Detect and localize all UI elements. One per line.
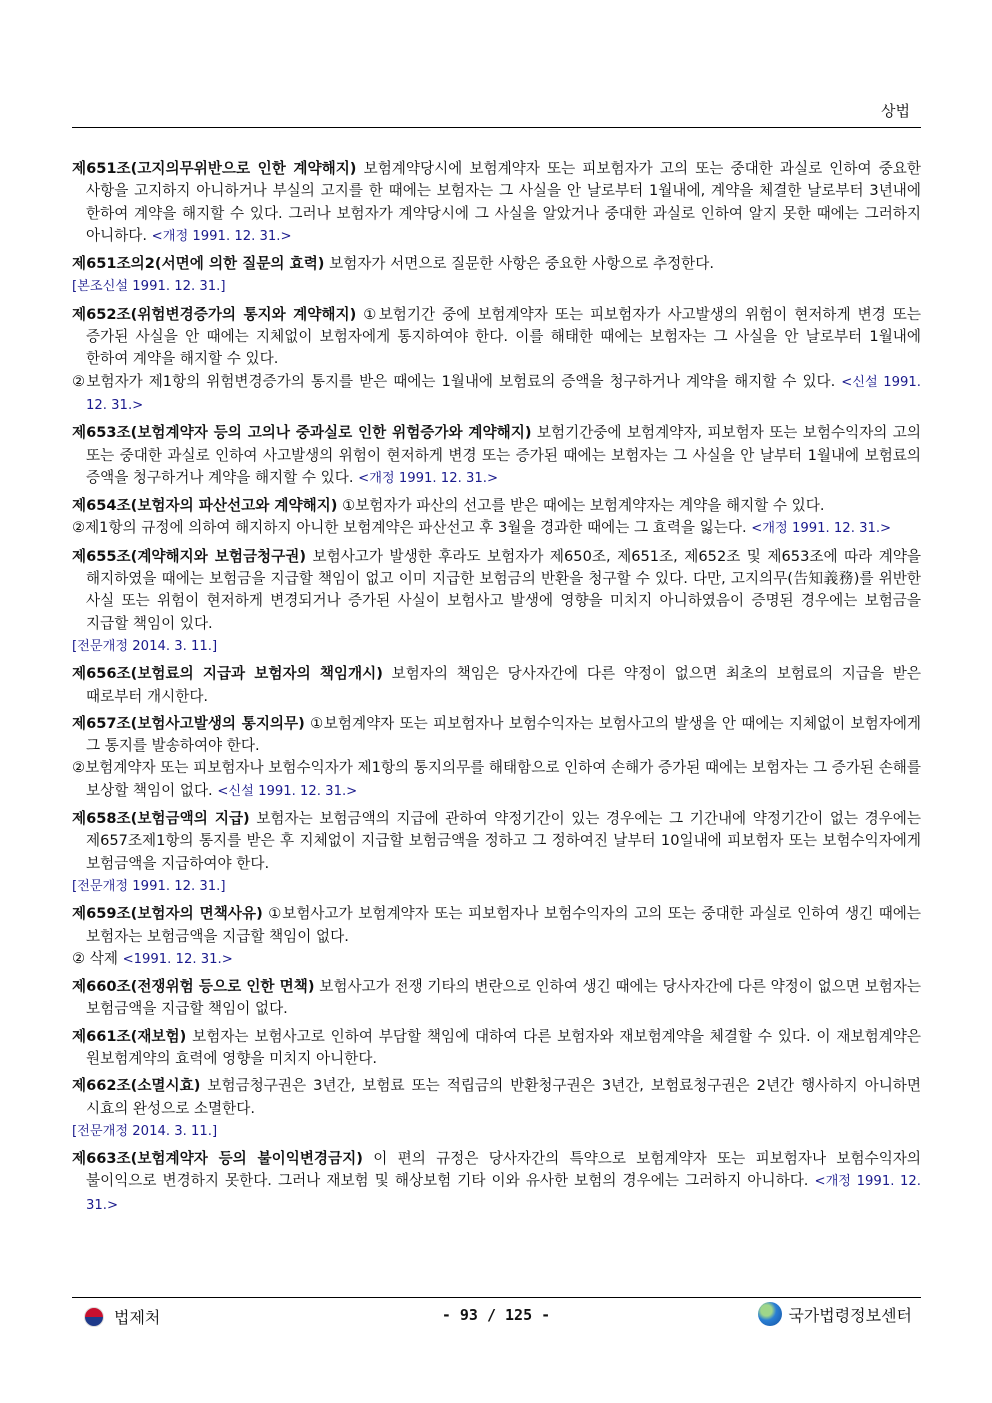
amendment-note: <개정 1991. 12. 31.> [151, 228, 292, 244]
article-text: 보험사고가 발생한 후라도 보험자가 제650조, 제651조, 제652조 및 제653조에 따라 계약을 해지하였을 때에는 보험금을 지급할 책임이 없고 이미 지급한 보험금의 반환을 청구할 수 있다. 다만, 고지의무(告知義務)를 위반한 사실 또는 위험이 현저하게 변경되거나 증가된 사실이 보험사고 발생에 영향을 미치지 아니하였음이 증명된 경우에는 보험금을 지급할 책임이 있다. [86, 547, 922, 632]
amendment-note: <개정 1991. 12. 31.> [86, 1174, 921, 1213]
article-paragraph [72, 304, 921, 371]
article-paragraph [72, 663, 921, 708]
article-paragraph [72, 495, 921, 517]
article-paragraph [72, 1120, 921, 1143]
amendment-note: [전문개정 2014. 3. 11.] [72, 638, 218, 654]
article-text: ①보험자가 파산의 선고를 받은 때에는 보험계약자는 계약을 해지할 수 있다. [337, 497, 825, 515]
amendment-note: <개정 1991. 12. 31.> [751, 521, 892, 537]
article-heading: 제652조(위험변경증가의 통지와 계약해지) [72, 305, 357, 323]
article-paragraph [72, 903, 921, 948]
article-text: 보험사고가 전쟁 기타의 변란으로 인하여 생긴 때에는 당사자간에 다른 약정이 없으면 보험자는 보험금액을 지급할 책임이 없다. [86, 978, 921, 1018]
law-article [72, 1026, 921, 1071]
article-text: ①보험기간 중에 보험계약자 또는 피보험자가 사고발생의 위험이 현저하게 변경 또는 증가된 사실을 안 때에는 지체없이 보험자에게 통지하여야 한다. 이를 해태한 때에는 보험자는 그 사실을 안 날로부터 1월내에 한하여 계약을 해지할 수 있다. [86, 305, 921, 368]
article-text: ①보험사고가 보험계약자 또는 피보험자나 보험수익자의 고의 또는 중대한 과실로 인하여 생긴 때에는 보험자는 보험금액을 지급할 책임이 없다. [86, 905, 921, 945]
article-paragraph [72, 976, 921, 1021]
page-number: - 93 / 125 - [441, 1306, 551, 1324]
article-heading: 제651조의2(서면에 의한 질문의 효력) [72, 255, 325, 273]
article-heading: 제660조(전쟁위험 등으로 인한 면책) [72, 978, 315, 996]
article-heading: 제661조(재보험) [72, 1027, 187, 1045]
amendment-note: [본조신설 1991. 12. 31.] [72, 279, 226, 295]
law-article [72, 976, 921, 1021]
article-paragraph [72, 1026, 921, 1071]
article-heading: 제653조(보험계약자 등의 고의나 중과실로 인한 위험증가와 계약해지) [72, 424, 532, 442]
law-articles [72, 158, 921, 1222]
header-divider [72, 127, 921, 128]
article-paragraph [72, 517, 921, 540]
article-text: 보험자의 책임은 당사자간에 다른 약정이 없으면 최초의 보험료의 지급을 받은 때로부터 개시한다. [86, 665, 921, 705]
law-article [72, 495, 921, 541]
amendment-note: <1991. 12. 31.> [122, 951, 233, 967]
article-paragraph [72, 808, 921, 875]
law-article [72, 422, 921, 490]
article-text: 보험금청구권은 3년간, 보험료 또는 적립금의 반환청구권은 3년간, 보험료청구권은 2년간 행사하지 아니하면 시효의 완성으로 소멸한다. [86, 1077, 921, 1117]
law-article [72, 1075, 921, 1143]
article-paragraph [72, 713, 922, 758]
article-paragraph [72, 757, 921, 803]
article-heading: 제651조(고지의무위반으로 인한 계약해지) [72, 160, 357, 177]
footer-left-label: 법제처 [114, 1308, 161, 1327]
article-text: 이 편의 규정은 당사자간의 특약으로 보험계약자 또는 피보험자나 보험수익자의 불이익으로 변경하지 못한다. 그러나 재보험 및 해상보험 기타 이와 유사한 보험의 경우에는 그러하지 아니하다. [86, 1150, 921, 1190]
article-paragraph [72, 875, 921, 898]
article-text: ② 삭제 [72, 949, 123, 967]
article-paragraph [72, 253, 921, 275]
article-text: 보험기간중에 보험계약자, 피보험자 또는 보험수익자의 고의 또는 중대한 과실로 인하여 사고발생의 위험이 현저하게 변경 또는 증가된 때에는 보험자는 그 사실을 안 날부터 1월내에 보험료의 증액을 청구하거나 계약을 해지할 수 있다. [86, 424, 921, 486]
article-heading: 제659조(보험자의 면책사유) [72, 905, 263, 923]
article-text: ②보험계약자 또는 피보험자나 보험수익자가 제1항의 통지의무를 해태함으로 인하여 손해가 증가된 때에는 보험자는 그 증가된 손해를 보상할 책임이 없다. [72, 759, 921, 799]
globe-logo-icon [758, 1302, 782, 1326]
article-heading: 제654조(보험자의 파산선고와 계약해지) [72, 497, 338, 515]
article-heading: 제657조(보험사고발생의 통지의무) [72, 714, 305, 732]
article-heading: 제656조(보험료의 지급과 보험자의 책임개시) [72, 665, 383, 683]
amendment-note: <개정 1991. 12. 31.> [358, 470, 498, 486]
article-text: ①보험계약자 또는 피보험자나 보험수익자는 보험사고의 발생을 안 때에는 지체없이 보험자에게 그 통지를 발송하여야 한다. [86, 714, 922, 755]
law-article [72, 903, 921, 971]
law-article [72, 808, 921, 898]
amendment-note: [전문개정 2014. 3. 11.] [72, 1123, 218, 1139]
article-paragraph [72, 1148, 921, 1217]
page-header-title: 상법 [881, 102, 910, 120]
article-paragraph [72, 948, 921, 971]
article-heading: 제663조(보험계약자 등의 불이익변경금지) [72, 1150, 363, 1168]
article-heading: 제655조(계약해지와 보험금청구권) [72, 547, 307, 565]
article-text: ②제1항의 규정에 의하여 해지하지 아니한 보험계약은 파산선고 후 3월을 경과한 때에는 그 효력을 잃는다. [72, 519, 752, 537]
amendment-note: <신설 1991. 12. 31.> [86, 374, 921, 413]
law-article [72, 1148, 921, 1217]
article-paragraph [72, 158, 922, 248]
article-paragraph [72, 635, 921, 658]
article-heading: 제658조(보험금액의 지급) [72, 810, 250, 828]
amendment-note: <신설 1991. 12. 31.> [217, 783, 358, 799]
article-text: 보험자가 서면으로 질문한 사항은 중요한 사항으로 추정한다. [324, 255, 715, 273]
article-text: 보험자는 보험사고로 인하여 부담할 책임에 대하여 다른 보험자와 재보험계약을 체결할 수 있다. 이 재보험계약은 원보험계약의 효력에 영향을 미치지 아니한다. [86, 1027, 921, 1067]
footer-right [758, 1302, 912, 1326]
amendment-note: [전문개정 1991. 12. 31.] [72, 878, 226, 894]
law-article [72, 546, 921, 658]
law-article [72, 713, 921, 803]
article-text: 보험자는 보험금액의 지급에 관하여 약정기간이 있는 경우에는 그 기간내에 약정기간이 없는 경우에는 제657조제1항의 통지를 받은 후 지체없이 지급할 보험금액을 정하고 그 정하여진 날부터 10일내에 피보험자 또는 보험수익자에게 보험금액을 지급하여야 한다. [86, 810, 921, 872]
law-article [72, 304, 921, 417]
law-article [72, 663, 921, 708]
article-paragraph [72, 422, 921, 490]
law-article [72, 158, 921, 248]
footer-right-label: 국가법령정보센터 [788, 1305, 912, 1325]
footer-divider [72, 1297, 921, 1298]
article-text: 보험계약당시에 보험계약자 또는 피보험자가 고의 또는 중대한 과실로 인하여 중요한 사항을 고지하지 아니하거나 부실의 고지를 한 때에는 보험자는 그 사실을 안 날로부터 1월내에, 계약을 체결한 날로부터 3년내에 한하여 계약을 해지할 수 있다. 그러나 보험자가 계약당시에 그 사실을 알았거나 중대한 과실로 인하여 알지 못한 때에는 그러하지 아니하다. [86, 160, 922, 244]
article-paragraph [72, 275, 921, 298]
article-text: ②보험자가 제1항의 위험변경증가의 통지를 받은 때에는 1월내에 보험료의 증액을 청구하거나 계약을 해지할 수 있다. [72, 372, 842, 390]
article-heading: 제662조(소멸시효) [72, 1077, 201, 1095]
law-article [72, 253, 921, 299]
article-paragraph [72, 546, 922, 635]
article-paragraph [72, 1075, 921, 1120]
article-paragraph [72, 371, 921, 418]
